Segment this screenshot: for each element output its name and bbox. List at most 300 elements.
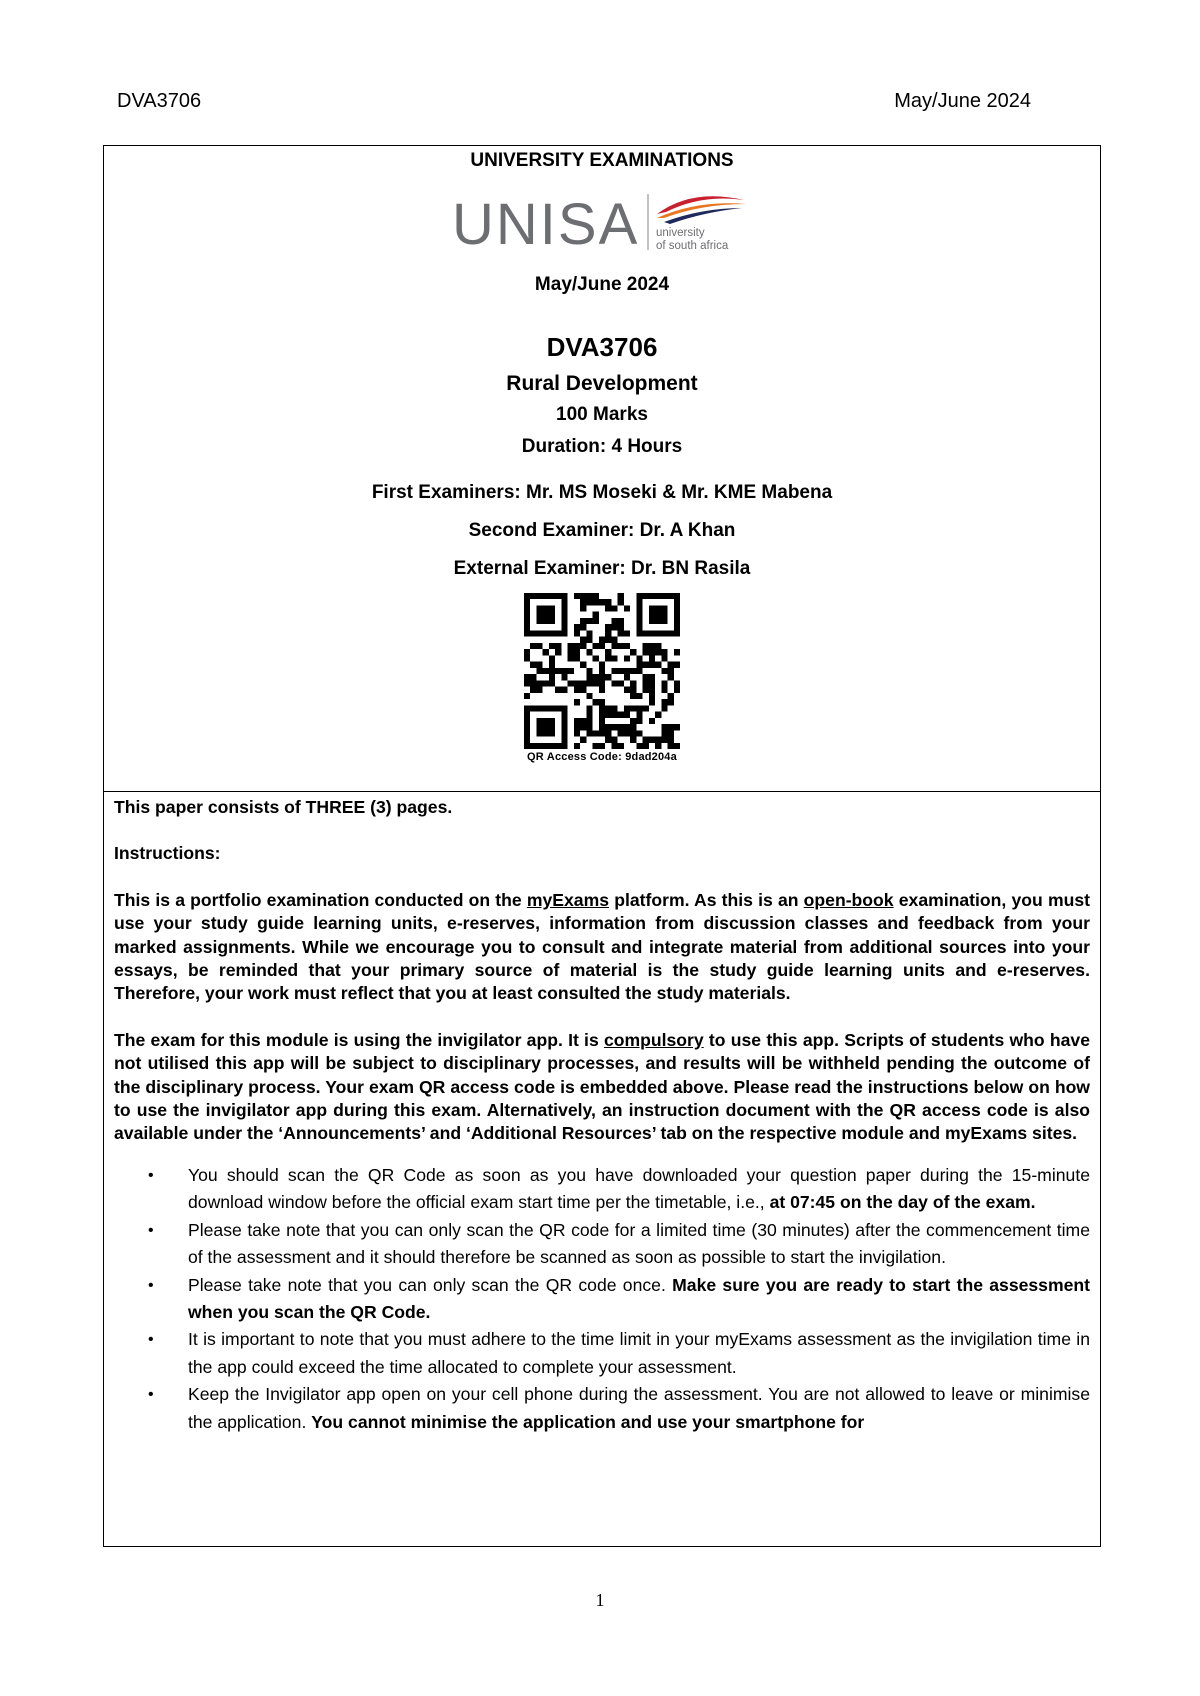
qr-module — [549, 612, 555, 618]
qr-module — [561, 687, 567, 693]
qr-module — [618, 618, 624, 624]
qr-module — [618, 730, 624, 736]
qr-module — [636, 662, 642, 668]
qr-module — [605, 730, 611, 736]
qr-module — [668, 724, 674, 730]
qr-module — [605, 705, 611, 711]
qr-module — [605, 624, 611, 630]
qr-module — [643, 593, 649, 599]
qr-module — [624, 687, 630, 693]
qr-module — [643, 687, 649, 693]
qr-module — [574, 649, 580, 655]
qr-module — [536, 705, 542, 711]
external-examiner: External Examiner: Dr. BN Rasila — [453, 558, 751, 579]
qr-module — [668, 662, 674, 668]
qr-module — [624, 643, 630, 649]
qr-module — [561, 724, 567, 730]
qr-module — [586, 668, 592, 674]
qr-module — [661, 730, 667, 736]
qr-module — [611, 655, 617, 661]
qr-module — [643, 674, 649, 680]
portfolio-paragraph: This is a portfolio examination conducted on the myExams platform. As this is an open-book examination, you must use your study guide learning units, e-reserves, information from discussion classes and feedback from your marked assignments. While we encourage you to consult and integrate material from additional sources into your essays, be reminded that your primary source of material is the study guide learning units and e-reserves. Therefore, your work must reflect that you at least consulted the study materials. — [114, 889, 1090, 1004]
qr-module — [655, 593, 661, 599]
qr-module — [636, 593, 642, 599]
qr-module — [636, 599, 642, 605]
qr-module — [568, 680, 574, 686]
qr-module — [536, 593, 542, 599]
qr-module — [624, 674, 630, 680]
qr-module — [636, 630, 642, 636]
list-item: • Keep the Invigilator app open on your cell phone during the assessment. You are not allowed to leave or minimise the application. You cannot minimise the application and use your smartphone for — [148, 1384, 1090, 1432]
qr-module — [568, 643, 574, 649]
qr-module — [605, 605, 611, 611]
qr-module — [568, 655, 574, 661]
qr-module — [549, 705, 555, 711]
qr-module — [630, 687, 636, 693]
qr-module — [605, 737, 611, 743]
qr-module — [536, 680, 542, 686]
qr-module — [561, 618, 567, 624]
qr-module — [630, 718, 636, 724]
qr-module — [555, 705, 561, 711]
qr-module — [618, 724, 624, 730]
qr-code-graphic — [524, 593, 680, 749]
qr-module — [555, 687, 561, 693]
qr-module — [586, 724, 592, 730]
qr-module — [530, 630, 536, 636]
qr-module — [624, 724, 630, 730]
first-examiners: First Examiners: Mr. MS Moseki & Mr. KME Mabena — [371, 482, 833, 503]
qr-module — [668, 593, 674, 599]
invigilator-paragraph: The exam for this module is using the invigilator app. It is compulsory to use this app. Scripts of students who have not utilised this app will be subject to disciplinary processes, and results will be withheld pending the outcome of the disciplinary process. Your exam QR access code is embedded above. Please read the instructions below on how to use the invigilator app during this exam. Alternatively, an instruction document with the QR access code is also available under the ‘Announcements’ and ‘Additional Resources’ tab on the respective module and myExams sites. — [114, 1029, 1090, 1144]
qr-module — [661, 605, 667, 611]
qr-module — [674, 593, 680, 599]
qr-module — [524, 680, 530, 686]
qr-module — [668, 693, 674, 699]
qr-module — [661, 680, 667, 686]
qr-module — [649, 718, 655, 724]
qr-module — [655, 612, 661, 618]
qr-module — [561, 599, 567, 605]
qr-module — [561, 612, 567, 618]
qr-module — [661, 655, 667, 661]
qr-module — [580, 643, 586, 649]
qr-module — [524, 593, 530, 599]
qr-module — [561, 668, 567, 674]
qr-module — [586, 599, 592, 605]
qr-module — [605, 599, 611, 605]
qr-module — [530, 593, 536, 599]
logo-swoosh-red — [657, 196, 744, 214]
qr-module — [630, 724, 636, 730]
qr-module — [636, 712, 642, 718]
qr-module — [530, 687, 536, 693]
qr-module — [624, 705, 630, 711]
qr-module — [599, 662, 605, 668]
qr-module — [630, 668, 636, 674]
qr-module — [561, 593, 567, 599]
qr-module — [605, 724, 611, 730]
qr-module — [593, 612, 599, 618]
qr-module — [574, 593, 580, 599]
qr-module — [536, 643, 542, 649]
qr-module — [530, 643, 536, 649]
qr-module — [624, 668, 630, 674]
qr-module — [643, 649, 649, 655]
list-item: • Please take note that you can only scan the QR code once. Make sure you are ready to start the assessment when you scan the QR Code. — [148, 1274, 1090, 1322]
qr-code — [104, 593, 1100, 749]
qr-module — [611, 618, 617, 624]
qr-module — [643, 680, 649, 686]
qr-module — [574, 680, 580, 686]
qr-module — [624, 712, 630, 718]
qr-module — [661, 687, 667, 693]
qr-module — [599, 674, 605, 680]
qr-module — [624, 655, 630, 661]
qr-module — [561, 624, 567, 630]
qr-module — [574, 730, 580, 736]
qr-module — [574, 718, 580, 724]
qr-module — [674, 624, 680, 630]
qr-module — [593, 593, 599, 599]
instructions-label: Instructions: — [114, 843, 221, 864]
qr-module — [524, 730, 530, 736]
qr-module — [611, 624, 617, 630]
qr-module — [649, 618, 655, 624]
qr-module — [661, 612, 667, 618]
qr-module — [655, 743, 661, 749]
qr-module — [561, 737, 567, 743]
qr-module — [586, 649, 592, 655]
qr-module — [599, 680, 605, 686]
qr-module — [611, 643, 617, 649]
qr-module — [524, 612, 530, 618]
qr-module — [674, 743, 680, 749]
qr-module — [674, 630, 680, 636]
qr-module — [655, 630, 661, 636]
qr-module — [611, 743, 617, 749]
qr-module — [649, 593, 655, 599]
qr-module — [549, 618, 555, 624]
qr-module — [611, 712, 617, 718]
qr-module — [586, 637, 592, 643]
qr-module — [643, 743, 649, 749]
cover-frame — [103, 145, 1101, 1547]
qr-module — [636, 605, 642, 611]
running-header — [117, 90, 1031, 118]
logo-tagline-2: of south africa — [656, 240, 729, 252]
qr-module — [599, 730, 605, 736]
qr-module — [549, 605, 555, 611]
qr-module — [586, 618, 592, 624]
qr-module — [661, 668, 667, 674]
qr-module — [586, 630, 592, 636]
qr-module — [586, 674, 592, 680]
list-item: • It is important to note that you must adhere to the time limit in your myExams assessment as the invigilation time in the app could exceed the time allocated to complete your assessment. — [148, 1329, 1090, 1377]
qr-module — [549, 718, 555, 724]
qr-module — [674, 605, 680, 611]
qr-module — [536, 718, 542, 724]
qr-module — [580, 687, 586, 693]
qr-module — [549, 593, 555, 599]
qr-module — [636, 718, 642, 724]
qr-module — [536, 687, 542, 693]
qr-access-code: QR Access Code: 9dad204a — [527, 751, 677, 763]
qr-module — [599, 712, 605, 718]
qr-module — [580, 624, 586, 630]
qr-module — [618, 593, 624, 599]
qr-module — [530, 680, 536, 686]
qr-module — [580, 618, 586, 624]
qr-module — [674, 680, 680, 686]
qr-module — [618, 712, 624, 718]
qr-module — [674, 724, 680, 730]
qr-module — [655, 643, 661, 649]
qr-module — [543, 605, 549, 611]
qr-module — [643, 705, 649, 711]
qr-module — [536, 630, 542, 636]
qr-module — [655, 618, 661, 624]
qr-module — [630, 693, 636, 699]
qr-module — [561, 743, 567, 749]
qr-module — [611, 705, 617, 711]
qr-module — [543, 680, 549, 686]
qr-module — [655, 662, 661, 668]
qr-module — [549, 674, 555, 680]
qr-module — [549, 643, 555, 649]
qr-module — [668, 743, 674, 749]
qr-module — [524, 718, 530, 724]
qr-module — [574, 743, 580, 749]
qr-module — [668, 630, 674, 636]
qr-module — [674, 662, 680, 668]
qr-module — [655, 649, 661, 655]
qr-module — [636, 655, 642, 661]
qr-module — [624, 605, 630, 611]
qr-module — [599, 668, 605, 674]
qr-module — [649, 605, 655, 611]
qr-module — [649, 693, 655, 699]
second-examiner: Second Examiner: Dr. A Khan — [468, 520, 736, 541]
qr-module — [649, 612, 655, 618]
qr-module — [618, 624, 624, 630]
qr-module — [580, 637, 586, 643]
qr-module — [636, 668, 642, 674]
qr-module — [536, 662, 542, 668]
qr-module — [530, 705, 536, 711]
qr-module — [661, 630, 667, 636]
qr-module — [668, 730, 674, 736]
qr-module — [549, 680, 555, 686]
qr-module — [536, 605, 542, 611]
qr-module — [661, 618, 667, 624]
qr-module — [543, 593, 549, 599]
qr-module — [524, 630, 530, 636]
qr-module — [561, 712, 567, 718]
qr-module — [549, 668, 555, 674]
qr-module — [605, 655, 611, 661]
qr-module — [674, 599, 680, 605]
qr-module — [536, 724, 542, 730]
qr-module — [661, 649, 667, 655]
qr-module — [524, 743, 530, 749]
qr-module — [605, 649, 611, 655]
qr-module — [636, 624, 642, 630]
list-item: • Please take note that you can only scan the QR code for a limited time (30 minutes) after the commencement time of the assessment and it should therefore be scanned as soon as possible to start the invigilation. — [148, 1219, 1090, 1268]
qr-module — [668, 737, 674, 743]
total-marks: 100 Marks — [556, 404, 648, 425]
qr-module — [586, 593, 592, 599]
qr-module — [674, 618, 680, 624]
qr-module — [618, 668, 624, 674]
qr-module — [543, 718, 549, 724]
logo-tagline-1: university — [656, 227, 705, 239]
qr-module — [561, 674, 567, 680]
unisa-logo — [104, 188, 1100, 258]
qr-module — [674, 649, 680, 655]
qr-module — [599, 724, 605, 730]
qr-module — [655, 712, 661, 718]
qr-module — [580, 718, 586, 724]
qr-module — [649, 630, 655, 636]
qr-module — [524, 605, 530, 611]
qr-module — [555, 668, 561, 674]
qr-module — [649, 674, 655, 680]
qr-module — [593, 674, 599, 680]
qr-module — [599, 637, 605, 643]
exam-date: May/June 2024 — [534, 274, 670, 295]
qr-module — [636, 743, 642, 749]
header-module-code: DVA3706 — [117, 90, 202, 112]
qr-module — [561, 718, 567, 724]
qr-module — [580, 737, 586, 743]
qr-module — [555, 593, 561, 599]
qr-module — [543, 630, 549, 636]
qr-module — [543, 743, 549, 749]
qr-module — [624, 630, 630, 636]
qr-module — [524, 599, 530, 605]
qr-module — [593, 699, 599, 705]
qr-module — [593, 643, 599, 649]
qr-module — [549, 743, 555, 749]
qr-module — [536, 730, 542, 736]
qr-module — [599, 699, 605, 705]
qr-module — [574, 624, 580, 630]
qr-module — [555, 643, 561, 649]
qr-module — [599, 705, 605, 711]
qr-module — [661, 699, 667, 705]
qr-module — [549, 630, 555, 636]
qr-module — [636, 705, 642, 711]
qr-module — [624, 730, 630, 736]
examinations-heading: UNIVERSITY EXAMINATIONS — [470, 150, 734, 171]
qr-module — [599, 643, 605, 649]
qr-module — [611, 637, 617, 643]
qr-module — [643, 643, 649, 649]
qr-module — [618, 743, 624, 749]
qr-module — [580, 605, 586, 611]
qr-module — [630, 705, 636, 711]
qr-module — [580, 599, 586, 605]
qr-module — [524, 649, 530, 655]
qr-module — [524, 705, 530, 711]
qr-module — [668, 674, 674, 680]
qr-module — [561, 705, 567, 711]
header-exam-session: May/June 2024 — [894, 90, 1031, 112]
qr-module — [605, 637, 611, 643]
qr-module — [549, 730, 555, 736]
qr-module — [630, 680, 636, 686]
qr-module — [574, 724, 580, 730]
qr-module — [586, 693, 592, 699]
qr-module — [655, 737, 661, 743]
invigilator-instructions-list — [114, 1162, 1090, 1436]
qr-module — [668, 699, 674, 705]
qr-module — [549, 724, 555, 730]
qr-module — [586, 705, 592, 711]
qr-module — [649, 737, 655, 743]
qr-module — [549, 662, 555, 668]
qr-module — [580, 680, 586, 686]
qr-module — [611, 680, 617, 686]
qr-module — [543, 730, 549, 736]
qr-module — [593, 655, 599, 661]
qr-module — [636, 730, 642, 736]
qr-module — [568, 668, 574, 674]
open-book-underlined: open-book — [803, 889, 894, 910]
qr-module — [636, 612, 642, 618]
compulsory-underlined: compulsory — [603, 1029, 704, 1050]
exam-duration: Duration: 4 Hours — [521, 436, 683, 457]
qr-module — [574, 655, 580, 661]
qr-module — [599, 687, 605, 693]
qr-module — [593, 743, 599, 749]
unisa-logo-graphic — [452, 188, 752, 258]
qr-module — [555, 630, 561, 636]
qr-module — [586, 718, 592, 724]
qr-module — [605, 674, 611, 680]
qr-module — [524, 674, 530, 680]
qr-module — [524, 724, 530, 730]
qr-module — [643, 662, 649, 668]
qr-module — [618, 599, 624, 605]
qr-module — [649, 680, 655, 686]
qr-module — [649, 662, 655, 668]
qr-module — [580, 724, 586, 730]
qr-module — [599, 743, 605, 749]
qr-module — [605, 712, 611, 718]
logo-swoosh-navy — [664, 208, 742, 224]
qr-module — [661, 737, 667, 743]
qr-module — [593, 618, 599, 624]
qr-module — [530, 662, 536, 668]
qr-module — [555, 649, 561, 655]
qr-module — [536, 618, 542, 624]
qr-module — [599, 718, 605, 724]
qr-module — [530, 743, 536, 749]
qr-module — [649, 649, 655, 655]
logo-swoosh-orange — [657, 203, 746, 218]
qr-module — [661, 724, 667, 730]
qr-module — [668, 668, 674, 674]
qr-module — [536, 668, 542, 674]
logo-wordmark: UNISA — [452, 192, 640, 257]
module-code: DVA3706 — [546, 332, 658, 362]
qr-module — [568, 649, 574, 655]
qr-module — [618, 630, 624, 636]
qr-module — [636, 618, 642, 624]
myexams-underlined: myExams — [526, 889, 610, 910]
